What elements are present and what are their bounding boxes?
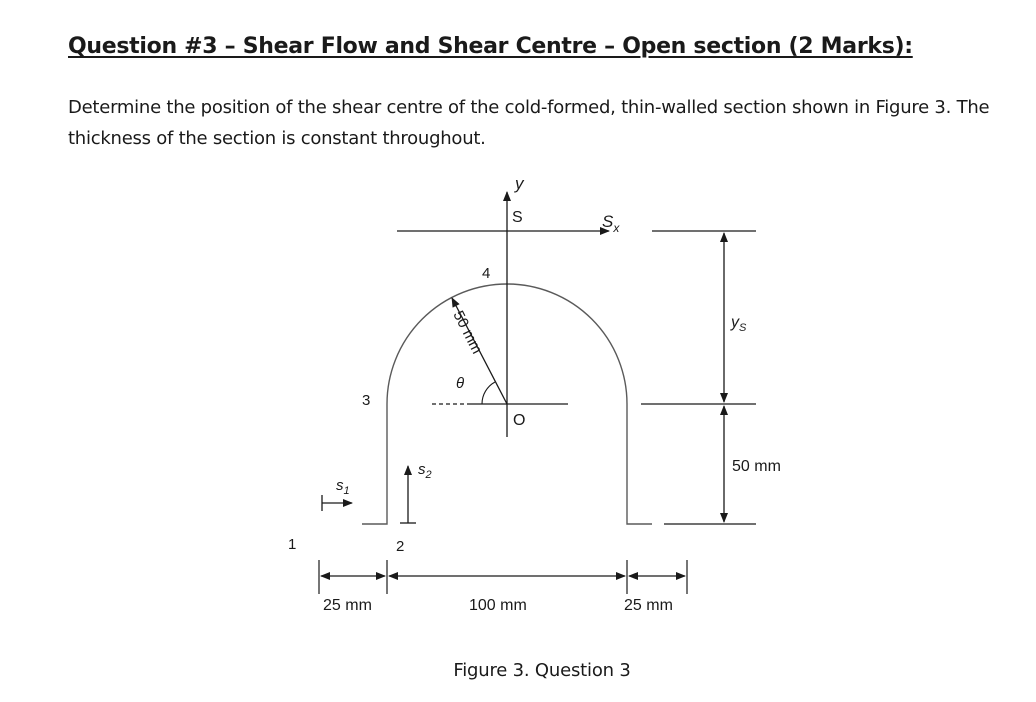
point-4-label: 4 — [482, 265, 491, 282]
figure-caption: Figure 3. Question 3 — [453, 660, 631, 681]
shear-centre-label: S — [512, 209, 523, 226]
theta-arc — [482, 382, 495, 404]
radius-label: 50 mm — [449, 308, 486, 357]
point-1-label: 1 — [288, 536, 297, 553]
s1-label: $s_1$ — [336, 477, 350, 497]
s2-label: $s_2$ — [418, 461, 432, 481]
ys-label: $y_S$ — [731, 314, 747, 334]
height-label: 50 mm — [732, 458, 781, 475]
dim-middle-label: 100 mm — [469, 597, 527, 614]
dim-left-label: 25 mm — [323, 597, 372, 614]
point-2-label: 2 — [396, 538, 405, 555]
question-body: Determine the position of the shear centre of the cold-formed, thin-walled section shown in Figure 3. The thickness of the section is constant throughout. — [68, 97, 990, 149]
point-3-label: 3 — [362, 392, 371, 409]
dim-right-label: 25 mm — [624, 597, 673, 614]
y-axis-label: y — [515, 174, 524, 193]
shear-force-label: $S_x$ — [602, 212, 620, 235]
origin-label: O — [513, 412, 526, 429]
theta-label: θ — [456, 375, 465, 392]
question-heading: Question #3 – Shear Flow and Shear Centre – Open section (2 Marks): — [68, 34, 913, 59]
